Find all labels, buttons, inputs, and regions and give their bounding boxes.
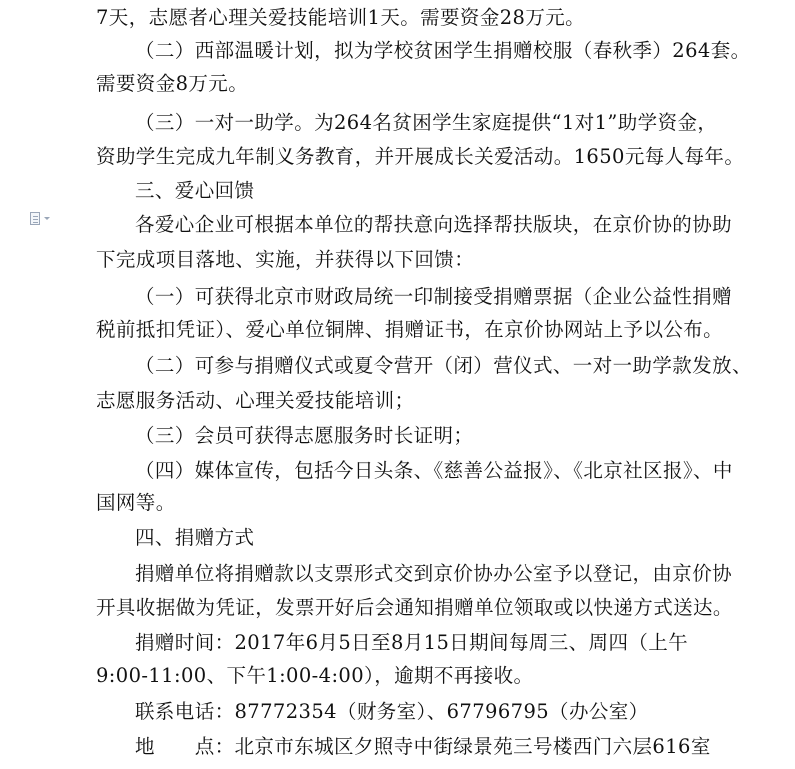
- contact-phone-line: 联系电话：87772354（财务室）、67796795（办公室）: [135, 700, 649, 723]
- body-line-19: 捐赠时间：2017年6月5日至8月15日期间每周三、周四（上午: [135, 631, 689, 654]
- body-line-20: 9:00-11:00、下午1:00-4:00），逾期不再接收。: [96, 664, 534, 687]
- section-heading-3: 三、爱心回馈: [135, 179, 255, 202]
- page-glyph: [30, 212, 40, 225]
- body-line-7: 各爱心企业可根据本单位的帮扶意向选择帮扶版块，在京价协的协助: [135, 213, 733, 236]
- body-line-15: 国网等。: [96, 491, 176, 514]
- section-heading-4: 四、捐赠方式: [135, 526, 255, 549]
- body-line-13: （三）会员可获得志愿服务时长证明；: [135, 424, 474, 447]
- body-line-3: 需要资金8万元。: [96, 72, 249, 95]
- body-line-4: （三）一对一助学。为264名贫困学生家庭提供“1对1”助学资金，: [135, 111, 718, 134]
- body-line-5: 资助学生完成九年制义务教育，并开展成长关爱活动。1650元每人每年。: [96, 145, 745, 168]
- body-line-14: （四）媒体宣传，包括今日头条、《慈善公益报》、《北京社区报》、中: [135, 459, 733, 482]
- body-line-12: 志愿服务活动、心理关爱技能培训；: [96, 389, 415, 412]
- document-margin-icon[interactable]: [30, 212, 52, 226]
- address-line: 地 点：北京市东城区夕照寺中街绿景苑三号楼西门六层616室: [135, 735, 711, 758]
- body-line-1: 7天，志愿者心理关爱技能培训1天。需要资金28万元。: [96, 6, 586, 29]
- body-line-17: 捐赠单位将捐赠款以支票形式交到京价协办公室予以登记，由京价协: [135, 562, 733, 585]
- body-line-9: （一）可获得北京市财政局统一印制接受捐赠票据（企业公益性捐赠: [135, 285, 733, 308]
- body-line-10: 税前抵扣凭证）、爱心单位铜牌、捐赠证书，在京价协网站上予以公布。: [96, 318, 724, 341]
- body-line-8: 下完成项目落地、实施，并获得以下回馈：: [96, 248, 475, 271]
- body-line-18: 开具收据做为凭证，发票开好后会通知捐赠单位领取或以快递方式送达。: [96, 596, 733, 619]
- body-line-2: （二）西部温暖计划，拟为学校贫困学生捐赠校服（春秋季）264套。: [135, 39, 751, 62]
- chevron-down-icon: [44, 217, 50, 220]
- body-line-11: （二）可参与捐赠仪式或夏令营开（闭）营仪式、一对一助学款发放、: [135, 354, 752, 377]
